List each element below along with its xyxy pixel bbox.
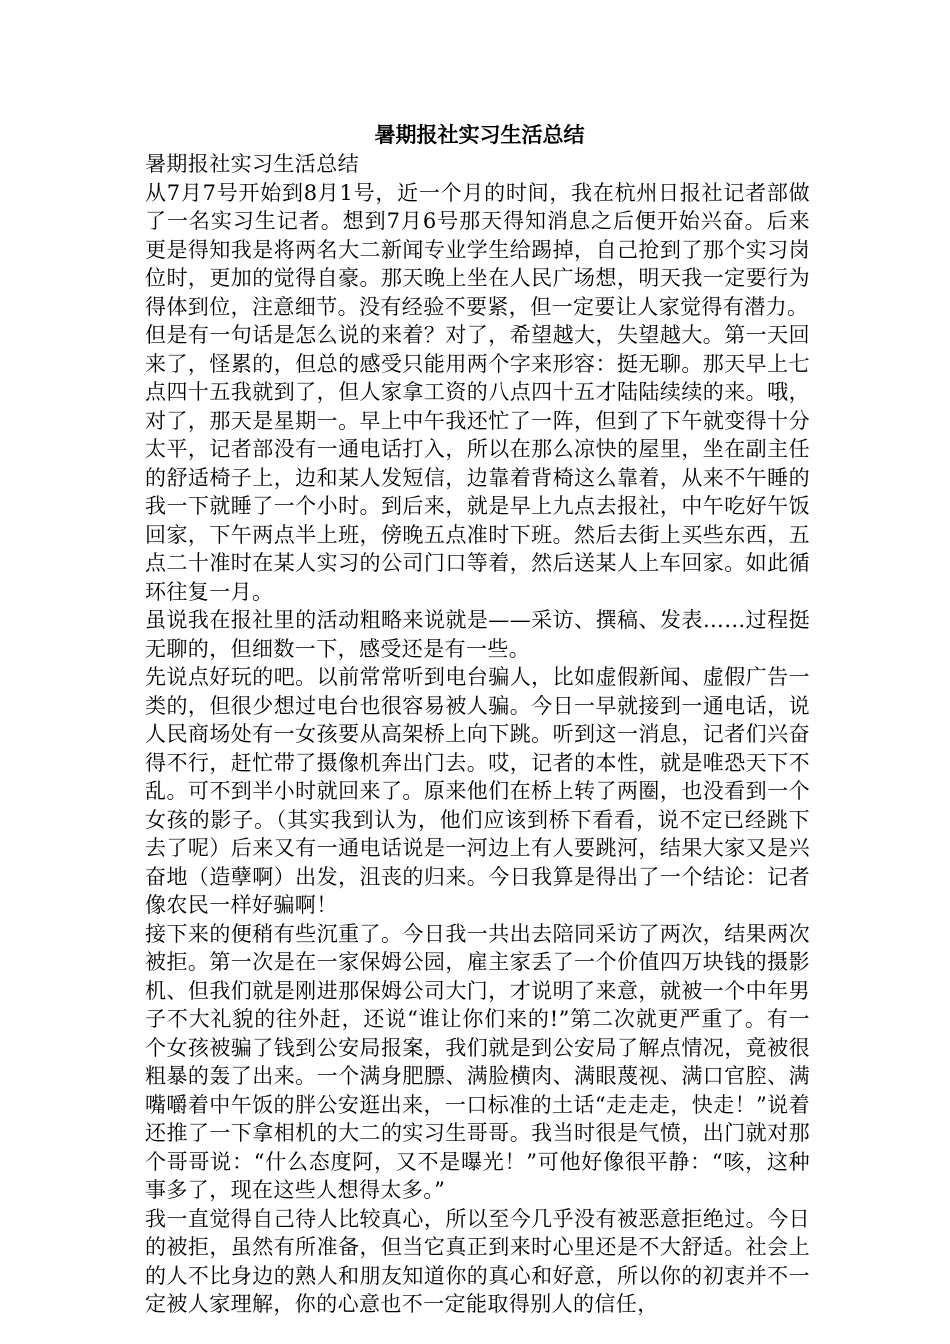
- paragraph: 先说点好玩的吧。以前常常听到电台骗人，比如虚假新闻、虚假广告一类的，但很少想过电台也很容易被人骗。今日一早就接到一通电话，说人民商场处有一女孩要从高架桥上向下跳。听到这一消息，记者们兴奋得不行，赶忙带了摄像机奔出门去。哎，记者的本性，就是唯恐天下不乱。可不到半小时就回来了。原来他们在桥上转了两圈，也没看到一个女孩的影子。（其实我到认为，他们应该到桥下看看，说不定已经跳下去了呢）后来又有一通电话说是一河边上有人要跳河，结果大家又是兴奋地（造孽啊）出发，沮丧的归来。今日我算是得出了一个结论：记者像农民一样好骗啊！: [145, 665, 810, 917]
- paragraph: 但是有一句话是怎么说的来着？对了，希望越大，失望越大。第一天回来了，怪累的，但总的感受只能用两个字来形容：挺无聊。那天早上七点四十五我就到了，但人家拿工资的八点四十五才陆陆续续的来。哦，对了，那天是星期一。早上中午我还忙了一阵，但到了下午就变得十分太平，记者部没有一通电话打入，所以在那么凉快的屋里，坐在副主任的舒适椅子上，边和某人发短信，边靠着背椅这么靠着，从来不午睡的我一下就睡了一个小时。到后来，就是早上九点去报社，中午吃好午饭回家，下午两点半上班，傍晚五点准时下班。然后去街上买些东西，五点二十准时在某人实习的公司门口等着，然后送某人上车回家。如此循环往复一月。: [145, 323, 810, 604]
- document-body: [145, 120, 810, 1319]
- paragraph: 从7月7号开始到8月1号，近一个月的时间，我在杭州日报社记者部做了一名实习生记者。想到7月6号那天得知消息之后便开始兴奋。后来更是得知我是将两名大二新闻专业学生给踢掉，自己抢到了那个实习岗位时，更加的觉得自豪。那天晚上坐在人民广场想，明天我一定要行为得体到位，注意细节。没有经验不要紧，但一定要让人家觉得有潜力。: [145, 180, 810, 319]
- document-title: 暑期报社实习生活总结: [374, 122, 585, 147]
- paragraph: 接下来的便稍有些沉重了。今日我一共出去陪同采访了两次，结果两次被拒。第一次是在一家保姆公园，雇主家丢了一个价值四万块钱的摄影机、但我们就是刚进那保姆公司大门，才说明了来意，就被一个中年男子不大礼貌的往外赶，还说“谁让你们来的!”第二次就更严重了。有一个女孩被骗了钱到公安局报案，我们就是到公安局了解点情况，竟被很粗暴的轰了出来。一个满身肥膘、满脸横肉、满眼蔑视、满口官腔、满嘴嚼着中午饭的胖公安逛出来，一口标准的土话“走走走，快走！”说着还推了一下拿相机的大二的实习生哥哥。我当时很是气愤，出门就对那个哥哥说：“什么态度阿，又不是曝光！”可他好像很平静：“咳，这种事多了，现在这些人想得太多。”: [145, 921, 810, 1202]
- paragraph-subtitle: 暑期报社实习生活总结: [145, 152, 359, 176]
- paragraph: 我一直觉得自己待人比较真心，所以至今几乎没有被恶意拒绝过。今日的被拒，虽然有所准备，但当它真正到来时心里还是不大舒适。社会上的人不比身边的熟人和朋友知道你的真心和好意，所以你的初衷并不一定被人家理解，你的心意也不一定能取得别人的信任，: [145, 1206, 810, 1316]
- paragraph: 虽说我在报社里的活动粗略来说就是——采访、撰稿、发表……过程挺无聊的，但细数一下，感受还是有一些。: [145, 608, 810, 661]
